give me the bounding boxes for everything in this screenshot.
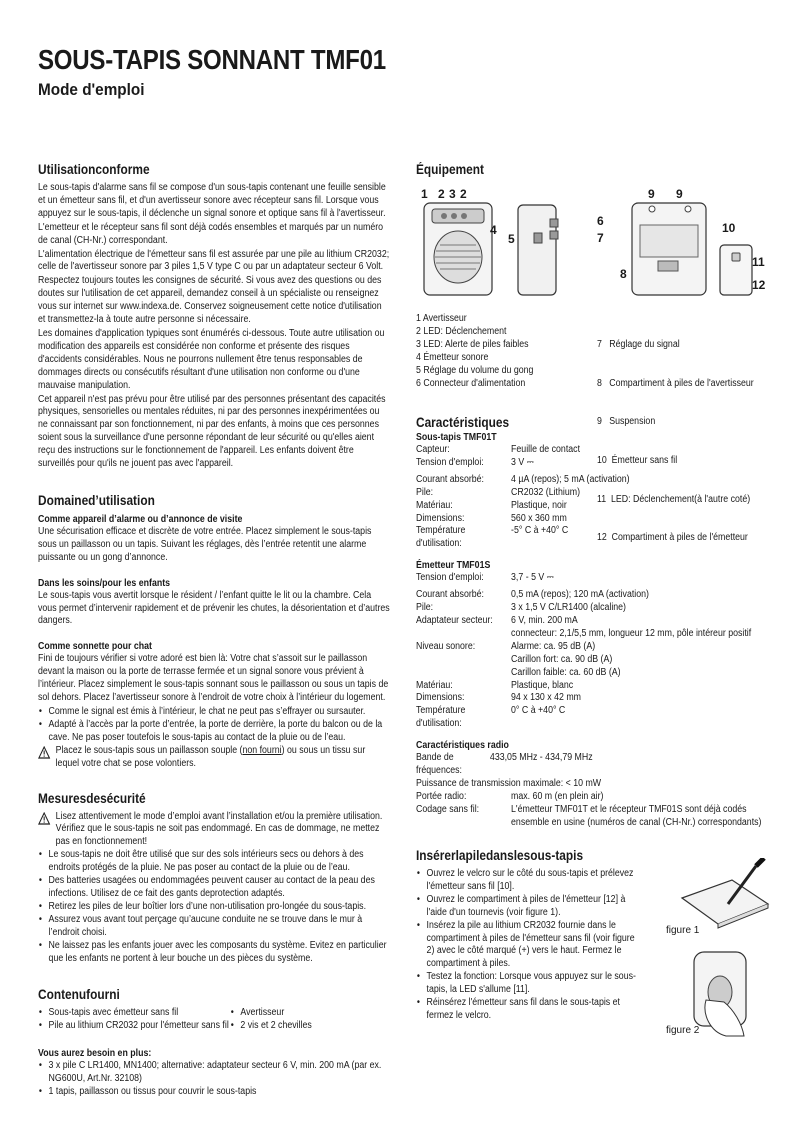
subheading: Comme sonnette pour chat (38, 641, 152, 653)
page-subtitle: Mode d'emploi (38, 80, 145, 99)
list-item: 11 LED: Déclenchement(à l'autre coté) (597, 493, 751, 505)
paragraph: Le sous-tapis d'alarme sans fil se compose d'un sous-tapis contenant une feuille sensible et un émetteur sans fil, et d'un avertisseur sonore avec récepteur sans fil. Lorsque vous appuyez sur le sous-tapis, il déclenche un signal sonore et optique sans fil à l'avertisseur. (38, 182, 386, 219)
section-heading-pile: Insérerlapiledanslesous-tapis (416, 848, 584, 863)
spec-row: Carillon faible: ca. 60 dB (A) (511, 666, 621, 678)
spec-row: Température d'utilisation: -5° C à +40° C (416, 525, 569, 550)
list-item: • 3 x pile C LR1400, MN1400; alternative: adaptateur secteur 6 V, min. 200 mA (par ex. NG600U, Art.Nr. 32108) (38, 1060, 390, 1086)
list-item: • Pile au lithium CR2032 pour l'émetteur sans fil (38, 1020, 230, 1033)
warning-icon (38, 746, 50, 759)
diagram-label: 10 (722, 221, 736, 235)
diagram-label: 11 (752, 255, 765, 269)
list-item: • Ne laissez pas les enfants jouer avec les composants du système. Evitez en particulier que les enfants ne portent à leur bouche un des pièces du système. (38, 940, 390, 966)
spec-row: Tension d'emploi: 3 V ⎓ (416, 456, 534, 468)
spec-row: Courant absorbé: 0,5 mA (repos); 120 mA (activation) (416, 589, 649, 601)
diagram-label: 9 (648, 187, 655, 201)
warning-note (38, 745, 390, 771)
paragraph: L'emetteur et le récepteur sans fil sont déjà codés ensembles et marqués par un numéro de canal (CH-Nr.) correspondant. (38, 221, 384, 246)
paragraph: Une sécurisation efficace et discrète de votre entrée. Placez simplement le sous-tapis sous un paillasson ou un tapis. Suivant les réglages, dès l’entrée retentit une alarme puissante ou un gong d’annonce. (38, 525, 372, 563)
list-item: • 1 tapis, paillasson ou tissus pour couvrir le sous-tapis (38, 1086, 390, 1099)
page-title: SOUS-TAPIS SONNANT TMF01 (38, 44, 386, 75)
spec-row: connecteur: 2,1/5,5 mm, longueur 12 mm, pôle intéreur positif (511, 627, 752, 639)
warning-note (38, 811, 390, 850)
list-item: 6 Connecteur d'alimentation (416, 377, 526, 389)
subheading: Sous-tapis TMF01T (416, 432, 497, 443)
diagram-label: 2 (438, 187, 445, 201)
subheading: Vous aurez besoin en plus: (38, 1048, 152, 1060)
figure-1-illustration (676, 858, 772, 930)
spec-row: Capteur: Feuille de contact (416, 444, 581, 455)
warning-text: ) ou sous un tissu sur lequel votre chat se pose volontiers. (55, 744, 366, 769)
section-heading-utilisation: Utilisationconforme (38, 162, 150, 177)
list-item: • Adapté à l’accès par la porte d’entrée, la porte de derrière, la porte du balcon ou de la cave. Ne pas poser toutefois le sous-tapis au contact de la pluie ou de l’eau. (38, 719, 390, 745)
warning-text: Lisez attentivement le mode d’emploi avant l’installation et/ou la première utilisation. Vérifiez que le sous-tapis ne soit pas endommagé. En cas de dommage, ne mettez pas en fonctionnement! (55, 810, 383, 848)
left-column (38, 162, 390, 1099)
list-item: 4 Émetteur sonore (416, 351, 489, 363)
equipment-diagram (414, 185, 770, 305)
list-item: 3 LED: Alerte de piles faibles (416, 338, 529, 350)
spec-row: Adaptateur secteur: 6 V, min. 200 mA (416, 614, 578, 626)
subheading: Émetteur TMF01S (416, 560, 491, 572)
warning-icon (38, 812, 50, 825)
spec-row: Température d'utilisation: 0° C à +40° C (416, 705, 566, 730)
diagram-label: 1 (421, 187, 428, 201)
list-item: 9 Suspension (597, 416, 656, 428)
battery-section (416, 848, 640, 1023)
section-heading-equipement: Équipement (416, 162, 484, 177)
spec-row: Tension d'emploi: 3,7 - 5 V ⎓ (416, 572, 554, 584)
paragraph: Le sous-tapis vous avertit lorsque le résident / l’enfant quitte le lit ou la chambre. Cela vous permet d’intervenir rapidement et de prévenir les chutes, la désorientation et d’autres dangers. (38, 589, 390, 627)
contents-list (38, 1007, 390, 1033)
diagram-label: 4 (490, 223, 497, 237)
spec-row: Carillon fort: ca. 90 dB (A) (511, 653, 613, 665)
spec-row: Dimensions: 94 x 130 x 42 mm (416, 692, 581, 704)
spec-row: Courant absorbé: 4 µA (repos); 5 mA (activation) (416, 473, 630, 485)
figure-caption: figure 1 (666, 925, 700, 936)
list-item: • Retirez les piles de leur boîtier lors d’une non-utilisation pro-longée du sous-tapis. (38, 901, 390, 914)
list-item: • Insérez la pile au lithium CR2032 fournie dans le compartiment à piles de l'émetteur sans fil (voir figure 2) avec le côté marqué (+) vers le haut. Fermez le compartiment à piles. (416, 920, 640, 972)
spec-row: Matériau: Plastique, noir (416, 499, 567, 511)
list-item: 1 Avertisseur (416, 313, 467, 324)
spec-row: Pile: 3 x 1,5 V C/LR1400 (alcaline) (416, 602, 626, 614)
list-item: • Des batteries usagées ou endommagées peuvent causer au contact de la peau des infections. Utilisez de ce fait des gants deprotection adaptés. (38, 875, 390, 901)
warning-underlined: non fourni (242, 744, 282, 756)
section-heading-contenu: Contenufourni (38, 987, 120, 1003)
spec-row: Puissance de transmission maximale: < 10 mW (416, 777, 602, 789)
section-heading-securite: Mesuresdesécurité (38, 790, 146, 806)
diagram-label: 7 (597, 231, 604, 245)
paragraph: Les domaines d'application typiques sont énumérés ci-dessous. Toute autre utilisation ou modification des appareils est considérée non conforme et présente des risques d'accidents considérables. Nous ne pourrons nullement être tenus responsables de dommages directs ou consécutifs résultant d'une utilisation non conforme ou d'une mauvaise manipulation. (38, 327, 385, 391)
list-item: 5 Réglage du volume du gong (416, 364, 534, 376)
list-item: • 2 vis et 2 chevilles (230, 1020, 312, 1033)
list-item: 7 Réglage du signal (597, 338, 680, 350)
list-item: • Ouvrez le velcro sur le côté du sous-tapis et prélevez l'émetteur sans fil [10]. (416, 868, 640, 894)
list-item: • Testez la fonction: Lorsque vous appuyez sur le sous-tapis, la LED s'allume [11]. (416, 971, 640, 997)
list-item: 12 Compartiment à piles de l'émetteur (597, 532, 748, 544)
equipment-list-left (416, 313, 592, 390)
spec-row: Dimensions: 560 x 360 mm (416, 512, 567, 524)
list-item: • Avertisseur (230, 1007, 312, 1020)
diagram-label: 5 (508, 232, 515, 246)
list-item: 2 LED: Déclenchement (416, 325, 507, 337)
subheading: Comme appareil d’alarme ou d’annonce de visite (38, 513, 243, 525)
diagram-label: 3 (449, 187, 456, 201)
subheading: Caractéristiques radio (416, 740, 509, 752)
spec-row: Matériau: Plastique, blanc (416, 679, 574, 691)
diagram-label: 6 (597, 214, 604, 228)
spec-row: Niveau sonore: Alarme: ca. 95 dB (A) (416, 640, 596, 652)
list-item: • Assurez vous avant tout perçage qu’aucune conduite ne se trouve dans le mur à l’endroit choisi. (38, 914, 390, 940)
specs-section (416, 415, 786, 830)
spec-row: Pile: CR2032 (Lithium) (416, 486, 581, 498)
diagram-label: 12 (752, 278, 766, 292)
figure-caption: figure 2 (666, 1025, 700, 1036)
list-item: • Le sous-tapis ne doit être utilisé que sur des sols intérieurs secs ou dehors à des endroits protégés de la pluie. Ne pas poser au contact de la pluie ou de l’eau. (38, 849, 390, 875)
section-heading-caracteristiques: Caractéristiques (416, 415, 510, 430)
list-item: 10 Émetteur sans fil (597, 454, 678, 466)
list-item: • Comme le signal est émis à l’intérieur, le chat ne peut pas s’effrayer ou sursauter. (38, 706, 390, 719)
paragraph: Fini de toujours vérifier si votre adoré est bien là: Votre chat s’assoit sur le paillasson devant la maison ou la porte de terrasse fermée et un signal sonore vous prévient à l’intérieur. Placez simplement le sous-tapis sonnant sous le paillasson ou sous un tapis de sol dehors. Placez l’avertisseur sonore à l’endroit de votre choix à l’intérieur du logement. (38, 653, 389, 704)
subheading: Dans les soins/pour les enfants (38, 577, 171, 589)
section-heading-domaine: Domained’utilisation (38, 492, 155, 508)
diagram-label: 2 (460, 187, 467, 201)
paragraph: Respectez toujours toutes les consignes de sécurité. Si vous avez des questions ou des doutes sur l'utilisation de cet appareil, demandez conseil à un spécialiste ou renseignez vous sur internet sur www.indexa.de. Conservez soigneusement cette notice d'utilisation et transmettez-la à toute autre personne si nécessaire. (38, 275, 382, 326)
list-item: • Sous-tapis avec émetteur sans fil (38, 1007, 230, 1020)
diagram-label: 8 (620, 267, 627, 281)
paragraph: Cet appareil n'est pas prévu pour être utilisé par des personnes présentant des capacités physiques, sensorielles ou mentales réduites, ni par des personnes inexpérimentées ou ne connaissant par son fonctionnement, ni par des enfants, à moins que ces personnes soient sous la surveillance d'une personne répondant de leur sécurité ou qu'elles aient reçu des instructions sur le fonctionnement de l'appareil. Les enfants doivent être surveillés pour qu'ils ne jouent pas avec l'appareil. (38, 393, 386, 470)
list-item: • Réinsérez l'émetteur sans fil dans le sous-tapis et fermez le velcro. (416, 997, 640, 1023)
diagram-label: 9 (676, 187, 683, 201)
spec-row: Portée radio: max. 60 m (en plein air) (416, 790, 604, 802)
list-item: • Ouvrez le compartiment à piles de l'émetteur [12] à l'aide d'un tournevis (voir figure 1). (416, 894, 640, 920)
warning-text: Placez le sous-tapis sous un paillasson souple ( (55, 744, 243, 756)
spec-row: Bande de fréquences: 433,05 MHz - 434,79 MHz (416, 752, 593, 777)
spec-row: Codage sans fil: L'émetteur TMF01T et le récepteur TMF01S sont déjà codés ensemble en usine (numéros de canal (CH-Nr.) correspondants) (416, 803, 762, 828)
paragraph: L'alimentation électrique de l'émetteur sans fil est assurée par une pile au lithium CR2032; celle de l'avertisseur sonore par 3 piles 1,5 V type C ou par un adaptateur secteur 6 Volt. (38, 248, 390, 273)
list-item: 8 Compartiment à piles de l'avertisseur (597, 377, 754, 389)
